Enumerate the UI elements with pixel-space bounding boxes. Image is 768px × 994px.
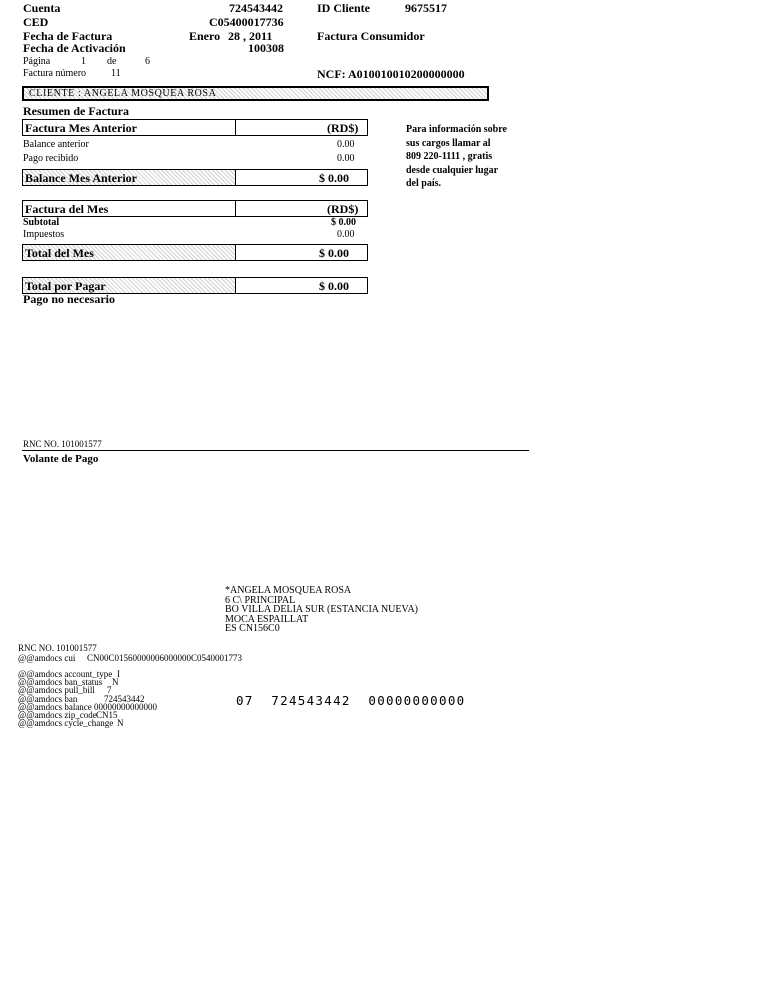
volante-title: Volante de Pago	[23, 453, 99, 465]
address-line: ES CN156C0	[225, 623, 280, 634]
info-line: 809 220-1111 , gratis	[406, 151, 493, 162]
pagina-label: Página	[23, 56, 51, 67]
info-line: desde cualquier lugar	[406, 164, 499, 176]
mes-actual-title: Factura del Mes	[25, 202, 109, 216]
amdocs-value: 00000000000000	[94, 701, 157, 712]
impuestos-label: Impuestos	[23, 229, 65, 240]
pago-no-necesario: Pago no necesario	[23, 292, 115, 306]
info-note	[406, 123, 507, 191]
total-mes-value-box	[235, 244, 368, 261]
info-line: Para información sobre	[406, 124, 507, 135]
amdocs-label: @@amdocs ban	[18, 693, 78, 704]
fecha-activacion-value: 100308	[248, 41, 284, 55]
amdocs-value: 7	[107, 685, 112, 696]
balance-mes-anterior-label: Balance Mes Anterior	[25, 171, 137, 185]
impuestos-value: 0.00	[337, 229, 355, 240]
address-line: MOCA ESPAILLAT	[225, 613, 309, 625]
pagina-total: 6	[145, 56, 150, 67]
pagina-num: 1	[81, 56, 86, 67]
factura-consumidor: Factura Consumidor	[317, 29, 425, 43]
amdocs-label: @@amdocs ban_status	[18, 677, 103, 688]
id-cliente-label: ID Cliente	[317, 1, 370, 15]
address-line: 6 C\ PRINCIPAL	[225, 594, 296, 606]
fecha-factura-month: Enero	[189, 29, 221, 43]
balance-anterior-value: 0.00	[337, 139, 355, 150]
de-label: de	[107, 56, 117, 67]
address-line: BO VILLA DELIA SUR (ESTANCIA NUEVA)	[225, 604, 418, 615]
subtotal-label: Subtotal	[23, 217, 60, 228]
amdocs-label: @@amdocs cycle_change	[18, 718, 114, 729]
mes-actual-currency: (RD$)	[327, 202, 359, 216]
ncf: NCF: A010010010200000000	[317, 67, 465, 81]
ced-value: C05400017736	[209, 15, 284, 29]
total-pagar-value: $ 0.00	[319, 279, 349, 293]
amdocs-value: N	[112, 677, 119, 688]
mes-actual-currency-box	[235, 200, 368, 217]
mes-anterior-currency-box	[235, 119, 368, 136]
total-mes-value: $ 0.00	[319, 246, 349, 260]
amdocs-label: @@amdocs zip_code	[18, 709, 97, 720]
factura-numero-value: 11	[111, 68, 121, 79]
total-pagar-value-box	[235, 277, 368, 294]
mes-anterior-currency: (RD$)	[327, 121, 359, 135]
amdocs-value: I	[117, 669, 120, 679]
amdocs-value: 724543442	[104, 693, 145, 704]
fecha-factura-label: Fecha de Factura	[23, 29, 113, 43]
address-line: *ANGELA MOSQUEA ROSA	[225, 585, 352, 596]
amdocs-list	[18, 669, 157, 729]
rnc-top: RNC NO. 101001577	[23, 439, 102, 449]
amdocs-line	[18, 718, 124, 729]
total-mes-label: Total del Mes	[25, 246, 94, 260]
info-line: sus cargos llamar al	[406, 137, 491, 149]
barcode-text: 07 724543442 00000000000	[236, 693, 466, 708]
amdocs-label: @@amdocs pull_bill	[18, 685, 95, 696]
mes-actual-title-box	[22, 200, 236, 217]
balance-anterior-label: Balance anterior	[23, 139, 89, 150]
amdocs-cui-value: CN00C01560000006000000C0540001773	[87, 653, 243, 663]
mes-anterior-title: Factura Mes Anterior	[25, 121, 137, 135]
pago-recibido-label: Pago recibido	[23, 153, 79, 164]
mes-anterior-title-box	[22, 119, 236, 136]
fecha-activacion-label: Fecha de Activación	[23, 41, 126, 55]
amdocs-value: N	[117, 718, 124, 729]
address-block	[225, 586, 418, 634]
amdocs-cui-label: @@amdocs cui	[18, 653, 76, 663]
total-mes-box	[22, 244, 236, 261]
rnc-bottom: RNC NO. 101001577	[18, 643, 97, 653]
cliente-bar	[22, 86, 489, 101]
cuenta-label: Cuenta	[23, 1, 61, 15]
pago-recibido-value: 0.00	[337, 153, 355, 164]
amdocs-label: @@amdocs account_type	[18, 669, 113, 679]
amdocs-value: CN15	[96, 709, 118, 720]
amdocs-label: @@amdocs balance	[18, 701, 92, 712]
fecha-factura-day: 28 , 2011	[228, 29, 273, 43]
separator-line	[22, 450, 529, 451]
ced-label: CED	[23, 15, 49, 29]
balance-mes-anterior-box	[22, 169, 236, 186]
factura-numero-label: Factura número	[23, 68, 87, 79]
resumen-title: Resumen de Factura	[23, 104, 129, 118]
subtotal-value: $ 0.00	[331, 217, 356, 228]
total-pagar-label: Total por Pagar	[25, 279, 106, 293]
cliente-name: CLIENTE : ANGELA MOSQUEA ROSA	[29, 88, 217, 99]
balance-mes-anterior-value: $ 0.00	[319, 171, 349, 185]
cuenta-value: 724543442	[229, 1, 283, 15]
id-cliente-value: 9675517	[405, 1, 447, 15]
info-line: del país.	[406, 178, 442, 189]
balance-mes-anterior-value-box	[235, 169, 368, 186]
